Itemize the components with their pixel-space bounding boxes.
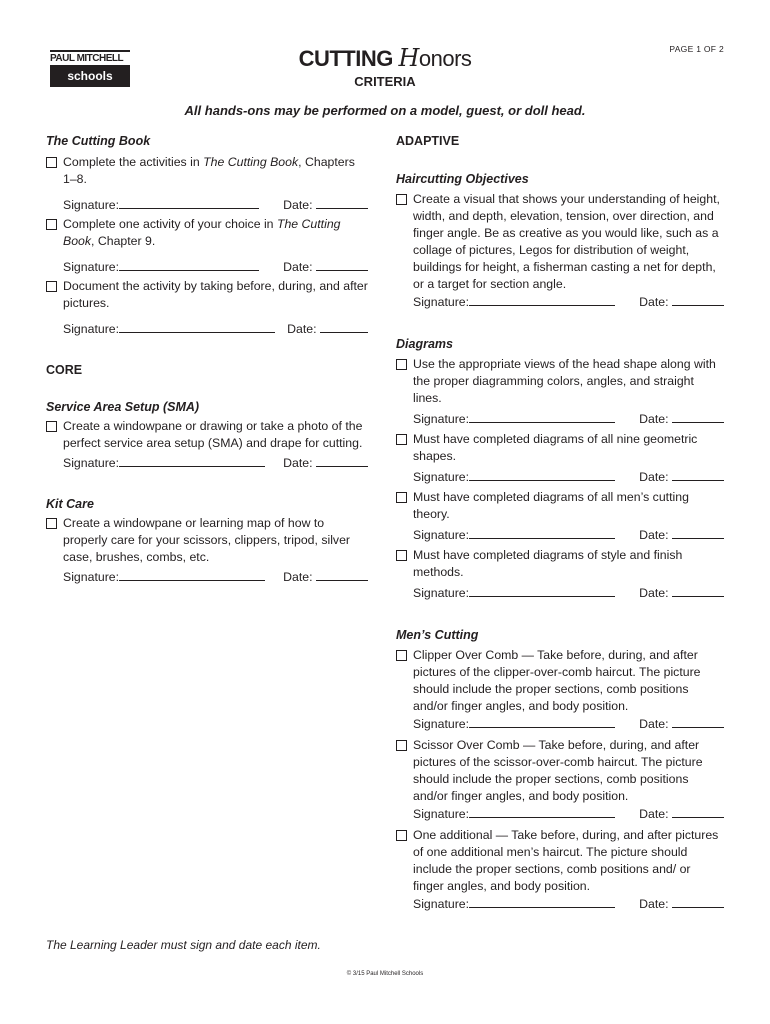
footer-note: The Learning Leader must sign and date each item. bbox=[46, 938, 321, 952]
date-field[interactable] bbox=[316, 454, 368, 467]
date-field[interactable] bbox=[672, 293, 724, 306]
diagrams-heading: Diagrams bbox=[396, 337, 453, 351]
adaptive-heading: ADAPTIVE bbox=[396, 134, 460, 148]
signature-field[interactable] bbox=[469, 715, 615, 728]
core-heading: CORE bbox=[46, 363, 83, 377]
date-field[interactable] bbox=[672, 410, 724, 423]
diagrams-item-3: Must have completed diagrams of all men’s cutting theory. Signature: Date: bbox=[396, 489, 724, 544]
signature-line: Signature: Date: bbox=[413, 805, 724, 823]
signature-line: Signature: Date: bbox=[413, 715, 724, 733]
signature-line: Signature: Date: bbox=[413, 468, 724, 486]
logo-top-text: PAUL MITCHELL bbox=[50, 50, 130, 64]
checkbox[interactable] bbox=[396, 194, 407, 205]
cutting-book-heading: The Cutting Book bbox=[46, 134, 151, 148]
checkbox[interactable] bbox=[46, 219, 57, 230]
left-column bbox=[46, 133, 368, 586]
date-field[interactable] bbox=[316, 196, 368, 209]
kit-care-item: Create a windowpane or learning map of how to properly care for your scissors, clippers, tripod, silver case, brushes, combs, etc. Signature: Date: bbox=[46, 515, 368, 586]
cutting-book-item-2: Complete one activity of your choice in The Cutting Book, Chapter 9. Signature: Date: bbox=[46, 216, 368, 276]
date-field[interactable] bbox=[316, 258, 368, 271]
checkbox[interactable] bbox=[396, 740, 407, 751]
signature-field[interactable] bbox=[469, 410, 615, 423]
signature-field[interactable] bbox=[119, 196, 259, 209]
checkbox[interactable] bbox=[396, 359, 407, 370]
signature-field[interactable] bbox=[469, 584, 615, 597]
signature-line: Signature: Date: bbox=[413, 293, 724, 311]
date-field[interactable] bbox=[672, 468, 724, 481]
right-column bbox=[396, 133, 724, 913]
page-subtitle: CRITERIA bbox=[354, 74, 416, 89]
signature-field[interactable] bbox=[119, 454, 265, 467]
date-field[interactable] bbox=[320, 320, 368, 333]
title-part2: onors bbox=[418, 46, 472, 71]
title-part1: CUTTING bbox=[298, 46, 393, 71]
diagrams-item-1: Use the appropriate views of the head shape along with the proper diagramming colors, angles, and straight lines. Signature: Date: bbox=[396, 356, 724, 428]
signature-field[interactable] bbox=[469, 468, 615, 481]
signature-line: Signature: Date: bbox=[63, 196, 368, 214]
mens-item-3: One additional — Take before, during, and after pictures of one additional men’s haircut. The picture should include the proper sections, comb positions and/ or finger angles, and body position. Signature: Date: bbox=[396, 827, 724, 913]
date-field[interactable] bbox=[672, 895, 724, 908]
checkbox[interactable] bbox=[396, 550, 407, 561]
date-field[interactable] bbox=[672, 715, 724, 728]
checkbox[interactable] bbox=[46, 518, 57, 529]
signature-field[interactable] bbox=[119, 568, 265, 581]
signature-field[interactable] bbox=[469, 293, 615, 306]
signature-line: Signature: Date: bbox=[413, 895, 724, 913]
signature-line: Signature: Date: bbox=[63, 454, 368, 472]
copyright: © 3/15 Paul Mitchell Schools bbox=[346, 971, 424, 977]
mens-cutting-heading: Men’s Cutting bbox=[396, 628, 479, 642]
signature-line: Signature: Date: bbox=[413, 526, 724, 544]
mens-item-2: Scissor Over Comb — Take before, during, and after pictures of the scissor-over-comb haircut. The picture should include the proper sections, comb positions and/or finger angles, and body position. Signature: Date: bbox=[396, 737, 724, 823]
objectives-item: Create a visual that shows your understanding of height, width, and depth, elevation, tension, over direction, and finger angle. Be as creative as you would like, such as a collage of pictures, Legos for distribution of weight, buildings for height, a fisherman casting a net for depth, or a target for section angle. Signature: Date: bbox=[396, 191, 724, 311]
logo-bottom-text: schools bbox=[50, 65, 130, 87]
page-title bbox=[0, 44, 770, 72]
date-field[interactable] bbox=[672, 526, 724, 539]
checkbox[interactable] bbox=[396, 434, 407, 445]
signature-field[interactable] bbox=[469, 805, 615, 818]
checkbox[interactable] bbox=[46, 421, 57, 432]
date-field[interactable] bbox=[672, 805, 724, 818]
date-field[interactable] bbox=[316, 568, 368, 581]
sma-heading: Service Area Setup (SMA) bbox=[46, 400, 200, 414]
signature-field[interactable] bbox=[469, 895, 615, 908]
mens-item-1: Clipper Over Comb — Take before, during, and after pictures of the clipper-over-comb haircut. The picture should include the proper sections, comb positions and/or finger angles, and body position. Signature: Date: bbox=[396, 647, 724, 733]
signature-field[interactable] bbox=[119, 258, 259, 271]
signature-field[interactable] bbox=[469, 526, 615, 539]
signature-line: Signature: Date: bbox=[63, 258, 368, 276]
signature-line: Signature: Date: bbox=[63, 568, 368, 586]
signature-field[interactable] bbox=[119, 320, 275, 333]
checkbox[interactable] bbox=[396, 830, 407, 841]
page-number: PAGE 1 OF 2 bbox=[669, 44, 724, 54]
title-script-letter: H bbox=[398, 44, 419, 72]
cutting-book-item-3: Document the activity by taking before, during, and after pictures. Signature: Date: bbox=[46, 278, 368, 338]
intro-text: All hands-ons may be performed on a model, guest, or doll head. bbox=[184, 103, 586, 118]
signature-line: Signature: Date: bbox=[63, 320, 368, 338]
diagrams-item-2: Must have completed diagrams of all nine geometric shapes. Signature: Date: bbox=[396, 431, 724, 486]
sma-item: Create a windowpane or drawing or take a photo of the perfect service area setup (SMA) and drape for cutting. Signature: Date: bbox=[46, 418, 368, 472]
diagrams-item-4: Must have completed diagrams of style and finish methods. Signature: Date: bbox=[396, 547, 724, 602]
checkbox[interactable] bbox=[396, 650, 407, 661]
cutting-book-item-1: Complete the activities in The Cutting Book, Chapters 1–8. Signature: Date: bbox=[46, 154, 368, 214]
kit-care-heading: Kit Care bbox=[46, 497, 94, 511]
signature-line: Signature: Date: bbox=[413, 410, 724, 428]
signature-line: Signature: Date: bbox=[413, 584, 724, 602]
objectives-heading: Haircutting Objectives bbox=[396, 172, 529, 186]
date-field[interactable] bbox=[672, 584, 724, 597]
checkbox[interactable] bbox=[46, 157, 57, 168]
checkbox[interactable] bbox=[46, 281, 57, 292]
checkbox[interactable] bbox=[396, 492, 407, 503]
